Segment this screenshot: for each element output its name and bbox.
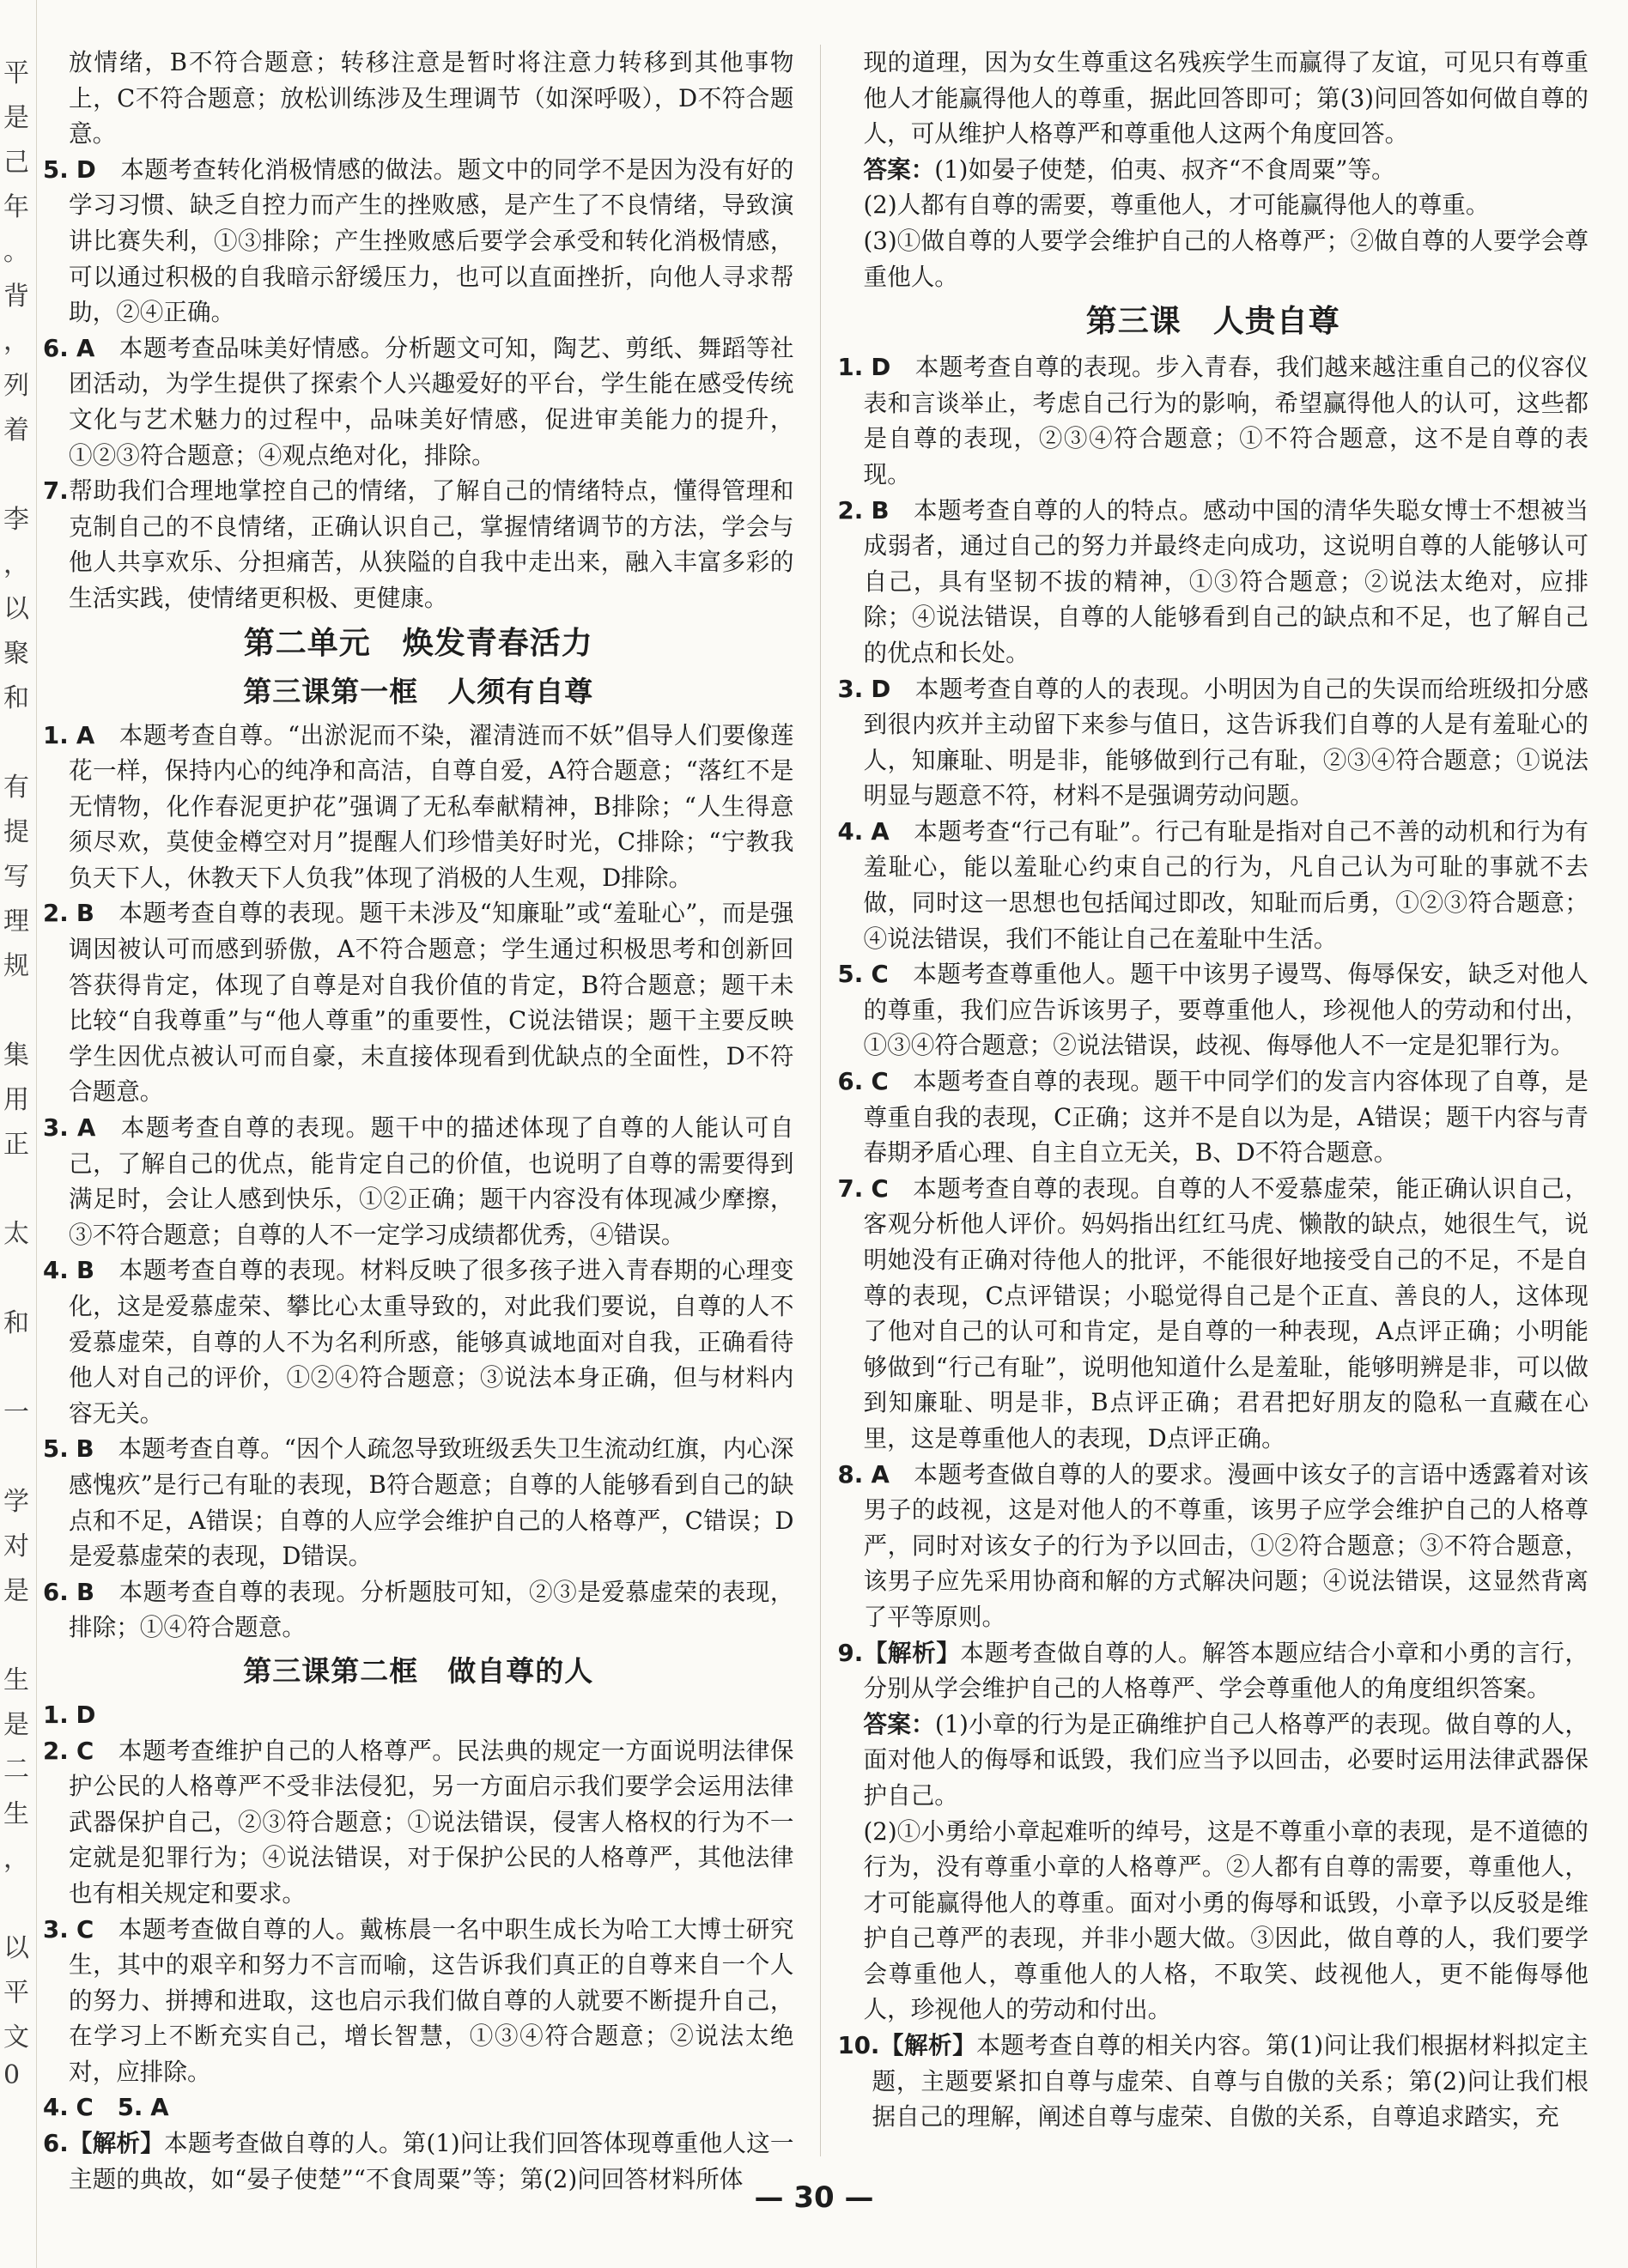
margin-glyph: 正 bbox=[3, 1130, 29, 1160]
explanation-text: 本题考查自尊的表现。材料反映了很多孩子进入青春期的心理变化，这是爱慕虚荣、攀比心太重导致的，对此我们要说，自尊的人不爱慕虚荣，自尊的人不为名利所惑，能够真诚地面对自我，正确看待他人对自己的评价，①②④符合题意；③说法本身正确，但与材料内容无关。 bbox=[69, 1256, 794, 1428]
explanation-text: 本题考查维护自己的人格尊严。民法典的规定一方面说明法律保护公民的人格尊严不受非法侵犯，另一方面启示我们要学会运用法律武器保护自己，②③符合题意；①说法错误，侵害人格权的行为不一定就是犯罪行为；④说法错误，对于保护公民的人格尊严，其他法律也有相关规定和要求。 bbox=[69, 1736, 794, 1907]
answer-text: (2)人都有自尊的需要，尊重他人，才可能赢得他人的尊重。 bbox=[863, 191, 1490, 220]
continued-answer: 现的道理，因为女生尊重这名残疾学生而赢得了友谊，可见只有尊重他人才能赢得他人的尊重，据此回答即可；第(3)问回答如何做自尊的人，可从维护人格尊严和尊重他人这两个角度回答。 bbox=[863, 48, 1589, 149]
answer-text: (3)①做自尊的人要学会维护自己的人格尊严；②做自尊的人要学会尊重他人。 bbox=[863, 226, 1589, 291]
answer-letter: A bbox=[76, 333, 95, 362]
answer-letter: D bbox=[871, 674, 891, 703]
margin-glyph: 一 bbox=[3, 1398, 29, 1428]
analysis-label: 【解析】 bbox=[863, 1638, 961, 1667]
question-number: 3. bbox=[43, 1914, 69, 1944]
question-number: 5. bbox=[43, 155, 69, 184]
answer-text: (2)①小勇给小章起难听的绰号，这是不尊重小章的表现，是不道德的行为，没有尊重小章的人格尊严。②人都有自尊的需要，尊重他人，才可能赢得他人的尊重。面对小勇的侮辱和诋毁，小章予以反驳是维护自己尊严的表现，并非小题大做。③因此，做自尊的人，我们要学会尊重他人，尊重他人的人格，不取笑、歧视他人，更不能侮辱他人，珍视他人的劳动和付出。 bbox=[863, 1816, 1589, 2024]
explanation-text: 本题考查做自尊的人。第(1)问让我们回答体现尊重他人这一主题的典故，如“晏子使楚”“不食周粟”等；第(2)问回答材料所体 bbox=[69, 2129, 794, 2193]
left-column bbox=[43, 45, 794, 2193]
question-number: 4. bbox=[837, 816, 864, 846]
margin-glyph: 着 bbox=[3, 415, 29, 446]
answer-page bbox=[43, 45, 1589, 2193]
margin-glyph: 二 bbox=[3, 1755, 29, 1785]
margin-glyph: 写 bbox=[3, 862, 29, 892]
margin-glyph: 是 bbox=[3, 103, 29, 133]
explanation-text: 本题考查做自尊的人。解答本题应结合小章和小勇的言行，分别从学会维护自己的人格尊严、学会尊重他人的角度组织答案。 bbox=[863, 1638, 1589, 1703]
answer-list bbox=[838, 349, 1589, 1634]
answer-letter: C bbox=[871, 1173, 889, 1203]
answer-item bbox=[43, 1912, 794, 2090]
explanation-text: 本题考查“行己有耻”。行己有耻是指对自己不善的动机和行为有羞耻心，能以羞耻心约束自己的行为，凡自己认为可耻的事就不去做，同时这一思想也包括闻过即改，知耻而后勇，①②③符合题意；④说法错误，我们不能让自己在羞耻中生活。 bbox=[863, 816, 1589, 953]
explanation-text: 本题考查自尊的表现。题干中同学们的发言内容体现了自尊，是尊重自我的表现，C正确；这并不是自以为是，A错误；题干内容与青春期矛盾心理、自主自立无关，B、D不符合题意。 bbox=[863, 1067, 1589, 1167]
explanation-text: 本题考查尊重他人。题干中该男子谩骂、侮辱保安，缺乏对他人的尊重，我们应告诉该男子，要尊重他人，珍视他人的劳动和付出，①③④符合题意；②说法错误，歧视、侮辱他人不一定是犯罪行为。 bbox=[863, 960, 1589, 1060]
explanation-text: 本题考查品味美好情感。分析题文可知，陶艺、剪纸、舞蹈等社团活动，为学生提供了探索个人兴趣爱好的平台，学生能在感受传统文化与艺术魅力的过程中，品味美好情感，促进审美能力的提升，①②③符合题意；④观点绝对化，排除。 bbox=[69, 333, 794, 470]
question-number: 3. bbox=[43, 1113, 69, 1143]
question-number: 4. bbox=[43, 1256, 69, 1285]
question-number: 10. bbox=[837, 2031, 880, 2060]
answer-text: (1)如晏子使楚，伯夷、叔齐“不食周粟”等。 bbox=[934, 155, 1395, 184]
explanation-text: 本题考查自尊的表现。步入青春，我们越来越注重自己的仪容仪表和言谈举止，考虑自己行为的影响，希望赢得他人的认可，这些都是自尊的表现，②③④符合题意；①不符合题意，这不是自尊的表现。 bbox=[863, 353, 1589, 488]
answer-item bbox=[838, 1635, 1589, 1707]
binding-margin bbox=[0, 0, 37, 2268]
explanation-text: 本题考查做自尊的人的要求。漫画中该女子的言语中透露着对该男子的歧视，这是对他人的不尊重，该男子应学会维护自己的人格尊严，同时对该女子的行为予以回击，①②符合题意；③不符合题意，该男子应先采用协商和解的方式解决问题；④说法错误，这显然背离了平等原则。 bbox=[863, 1459, 1589, 1631]
margin-glyph: 以 bbox=[3, 594, 29, 624]
answer-item bbox=[43, 473, 794, 616]
explanation-text: 本题考查自尊的人的表现。小明因为自己的失误而给班级扣分感到很内疚并主动留下来参与值日，这告诉我们自尊的人是有羞耻心的人，知廉耻、明是非，能够做到行己有耻，②③④符合题意；①说法明显与题意不符，材料不是强调劳动问题。 bbox=[863, 674, 1589, 810]
margin-glyph: 有 bbox=[3, 773, 29, 803]
question-number: 2. bbox=[837, 495, 864, 525]
answer-item bbox=[43, 1431, 794, 1574]
margin-glyph: ， bbox=[3, 549, 29, 579]
question-number: 6. bbox=[43, 333, 69, 362]
margin-glyph: 年 bbox=[3, 192, 29, 222]
answer-item bbox=[43, 1110, 794, 1252]
question-number: 9. bbox=[837, 1638, 864, 1667]
explanation-text: 本题考查自尊。“出淤泥而不染，濯清涟而不妖”倡导人们要像莲花一样，保持内心的纯净和高洁，自尊自爱，A符合题意；“落红不是无情物，化作春泥更护花”强调了无私奉献精神，B排除；“人生得意须尽欢，莫使金樽空对月”提醒人们珍惜美好时光，C排除；“宁教我负天下人，休教天下人负我”体现了消极的人生观，D排除。 bbox=[69, 720, 794, 892]
answer-letter: C bbox=[871, 960, 889, 989]
explanation-text: 帮助我们合理地掌控自己的情绪，了解自己的情绪特点，懂得管理和克制自己的不良情绪，正确认识自己，掌握情绪调节的方法，学会与他人共享欢乐、分担痛苦，从狭隘的自我中走出来，融入丰富多彩的生活实践，使情绪更积极、更健康。 bbox=[68, 476, 794, 612]
explanation-text: 本题考查自尊的表现。自尊的人不爱慕虚荣，能正确认识自己，客观分析他人评价。妈妈指出红红马虎、懒散的缺点，她很生气，说明她没有正确对待他人的批评，不能很好地接受自己的不足，不是自尊的表现，C点评错误；小聪觉得自己是个正直、善良的人，这体现了他对自己的认可和肯定，是自尊的一种表现，A点评正确；小明能够做到“行己有耻”，说明他知道什么是羞耻，能够明辨是非，可以做到知廉耻、明是非，B点评正确；君君把好朋友的隐私一直藏在心里，这是尊重他人的表现，D点评正确。 bbox=[863, 1173, 1589, 1452]
margin-glyph: 平 bbox=[3, 58, 29, 88]
explanation-text: 本题考查自尊的表现。题干中的描述体现了自尊的人能认可自己，了解自己的优点，能肯定自己的价值，也说明了自尊的需要得到满足时，会让人感到快乐，①②正确；题干内容没有体现减少摩擦，③不符合题意；自尊的人不一定学习成绩都优秀，④错误。 bbox=[69, 1113, 794, 1249]
margin-glyph: 0 bbox=[3, 2060, 21, 2090]
answer-letter: A bbox=[76, 1113, 96, 1143]
answer-letter: B bbox=[871, 495, 890, 525]
answer-letter: B bbox=[76, 1577, 95, 1606]
lesson-title: 第三课 人贵自尊 bbox=[1085, 304, 1340, 340]
question-number: 6. bbox=[837, 1067, 864, 1096]
answer-item bbox=[43, 1574, 794, 1646]
margin-glyph: 李 bbox=[3, 505, 29, 535]
answer-item bbox=[838, 956, 1589, 1064]
margin-glyph: 是 bbox=[3, 1576, 29, 1606]
answer-item bbox=[43, 152, 794, 330]
lesson-title: 第三课第一框 人须有自尊 bbox=[243, 674, 594, 708]
answer-letter: B bbox=[76, 899, 94, 928]
margin-glyph: 提 bbox=[3, 817, 29, 847]
question-number: 1. bbox=[43, 720, 69, 749]
explanation-text: 本题考查自尊的表现。题干未涉及“知廉耻”或“羞耻心”，而是强调因被认可而感到骄傲，A不符合题意；学生通过积极思考和创新回答获得肯定，体现了自尊是对自我价值的肯定，B符合题意；题干未比较“自我尊重”与“他人尊重”的重要性，C说法错误；题干主要反映学生因优点被认可而自豪，未直接体现看到优缺点的全面性，D不符合题意。 bbox=[69, 899, 794, 1107]
margin-glyph: 规 bbox=[3, 951, 29, 981]
margin-glyph: 己 bbox=[3, 148, 29, 178]
margin-glyph: 文 bbox=[3, 2022, 29, 2053]
margin-glyph: 以 bbox=[3, 1933, 29, 1963]
explanation-text: 本题考查自尊的表现。分析题肢可知，②③是爱慕虚荣的表现，排除；①④符合题意。 bbox=[69, 1577, 794, 1642]
answer-letter: C bbox=[76, 1736, 94, 1765]
margin-glyph: ， bbox=[3, 326, 29, 356]
margin-glyph: 对 bbox=[3, 1531, 29, 1562]
margin-glyph: 太 bbox=[3, 1219, 29, 1249]
answer-item bbox=[43, 2089, 794, 2125]
margin-glyph: 用 bbox=[3, 1085, 29, 1115]
question-number: 2. bbox=[43, 1736, 69, 1765]
answer-label: 答案： bbox=[863, 155, 935, 184]
answer-text: (1)小章的行为是正确维护自己人格尊严的表现。做自尊的人，面对他人的侮辱和诋毁，我们应当予以回击，必要时运用法律武器保护自己。 bbox=[863, 1709, 1589, 1810]
answer-block bbox=[838, 1707, 1589, 1814]
answer-block bbox=[838, 152, 1589, 188]
answer-item bbox=[838, 1064, 1589, 1171]
question-number: 1. bbox=[43, 1700, 69, 1729]
unit-title: 第二单元 焕发青春活力 bbox=[243, 625, 593, 661]
margin-glyph: 理 bbox=[3, 907, 29, 937]
answer-letter: C bbox=[76, 1914, 94, 1944]
answer-letter: D bbox=[76, 155, 96, 184]
answer-item bbox=[838, 814, 1589, 956]
explanation-text: 本题考查自尊的人的特点。感动中国的清华失聪女博士不想被当成弱者，通过自己的努力并最终走向成功，这说明自尊的人能够认可自己，具有坚韧不拔的精神，①③符合题意；②说法太绝对，应排除；④说法错误，自尊的人能够看到自己的缺点和不足，也了解自己的优点和长处。 bbox=[863, 495, 1589, 667]
answer-item bbox=[838, 493, 1589, 671]
answer-item bbox=[838, 2028, 1589, 2135]
right-column bbox=[820, 45, 1589, 2156]
margin-glyph: 学 bbox=[3, 1487, 29, 1517]
question-number: 4. bbox=[43, 2093, 69, 2122]
question-number: 3. bbox=[837, 674, 864, 703]
answer-letter: C bbox=[871, 1067, 889, 1096]
answer-item bbox=[838, 1457, 1589, 1635]
lesson-title: 第三课第二框 做自尊的人 bbox=[243, 1653, 594, 1688]
answer-letter: B bbox=[76, 1434, 94, 1464]
margin-glyph: 聚 bbox=[3, 639, 29, 669]
answer-item bbox=[43, 1697, 794, 1733]
answer-letter: A bbox=[76, 720, 95, 749]
margin-glyph: 平 bbox=[3, 1978, 29, 2008]
answer-item bbox=[43, 1252, 794, 1431]
answer-item bbox=[43, 718, 794, 896]
answer-letter: A bbox=[150, 2093, 169, 2122]
margin-glyph: 集 bbox=[3, 1040, 29, 1070]
continued-answer: 放情绪，B不符合题意；转移注意是暂时将注意力转移到其他事物上，C不符合题意；放松训练涉及生理调节（如深呼吸），D不符合题意。 bbox=[69, 48, 794, 149]
question-number: 5. bbox=[117, 2093, 143, 2122]
question-number: 6. bbox=[43, 1577, 69, 1606]
answer-letter: A bbox=[871, 816, 890, 846]
answer-item bbox=[43, 1733, 794, 1912]
margin-glyph: 和 bbox=[3, 683, 29, 713]
question-number: 1. bbox=[837, 353, 864, 382]
margin-glyph: 。 bbox=[3, 237, 29, 267]
question-number: 2. bbox=[43, 899, 69, 928]
question-number: 5. bbox=[43, 1434, 69, 1464]
margin-glyph: ， bbox=[3, 1844, 29, 1874]
question-number: 6. bbox=[43, 2129, 69, 2158]
margin-glyph: 是 bbox=[3, 1710, 29, 1740]
answer-item bbox=[43, 895, 794, 1110]
answer-label: 答案： bbox=[863, 1709, 935, 1738]
answer-item bbox=[838, 671, 1589, 814]
question-number: 7. bbox=[43, 476, 69, 506]
explanation-text: 本题考查自尊的相关内容。第(1)问让我们根据材料拟定主题，主题要紧扣自尊与虚荣、自尊与自傲的关系；第(2)问让我们根据自己的理解，阐述自尊与虚荣、自傲的关系，自尊追求踏实，充 bbox=[872, 2031, 1589, 2132]
margin-glyph: 和 bbox=[3, 1308, 29, 1338]
answer-item bbox=[838, 349, 1589, 492]
answer-item bbox=[838, 1171, 1589, 1457]
margin-glyph: 列 bbox=[3, 371, 29, 401]
margin-glyph: 生 bbox=[3, 1799, 29, 1829]
analysis-label: 【解析】 bbox=[68, 2129, 164, 2158]
explanation-text: 本题考查做自尊的人。戴栋晨一名中职生成长为哈工大博士研究生，其中的艰辛和努力不言而喻，这告诉我们真正的自尊来自一个人的努力、拼搏和进取，这也启示我们做自尊的人就要不断提升自己，在学习上不断充实自己，增长智慧，①③④符合题意；②说法太绝对，应排除。 bbox=[69, 1914, 794, 2086]
page-number: — 30 — bbox=[754, 2180, 874, 2215]
question-number: 8. bbox=[837, 1459, 864, 1489]
explanation-text: 本题考查转化消极情感的做法。题文中的同学不是因为没有好的学习习惯、缺乏自控力而产生的挫败感，是产生了不良情绪，导致演讲比赛失利，①③排除；产生挫败感后要学会承受和转化消极情感，可以通过积极的自我暗示舒缓压力，也可以直面挫折，向他人寻求帮助，②④正确。 bbox=[69, 155, 794, 327]
analysis-label: 【解析】 bbox=[879, 2031, 977, 2060]
answer-letter: C bbox=[76, 2093, 94, 2122]
margin-glyph: 生 bbox=[3, 1665, 29, 1695]
question-number: 7. bbox=[837, 1173, 864, 1203]
question-number: 5. bbox=[837, 960, 864, 989]
answer-letter: D bbox=[871, 353, 891, 382]
answer-letter: B bbox=[76, 1256, 95, 1285]
answer-list bbox=[43, 718, 794, 1646]
answer-letter: A bbox=[871, 1459, 890, 1489]
margin-glyph: 背 bbox=[3, 282, 29, 312]
answer-item bbox=[43, 330, 794, 473]
answer-letter: D bbox=[76, 1700, 96, 1729]
explanation-text: 本题考查自尊。“因个人疏忽导致班级丢失卫生流动红旗，内心深感愧疚”是行己有耻的表现，B符合题意；自尊的人能够看到自己的缺点和不足，A错误；自尊的人应学会维护自己的人格尊严，C错误；D是爱慕虚荣的表现，D错误。 bbox=[69, 1434, 794, 1571]
